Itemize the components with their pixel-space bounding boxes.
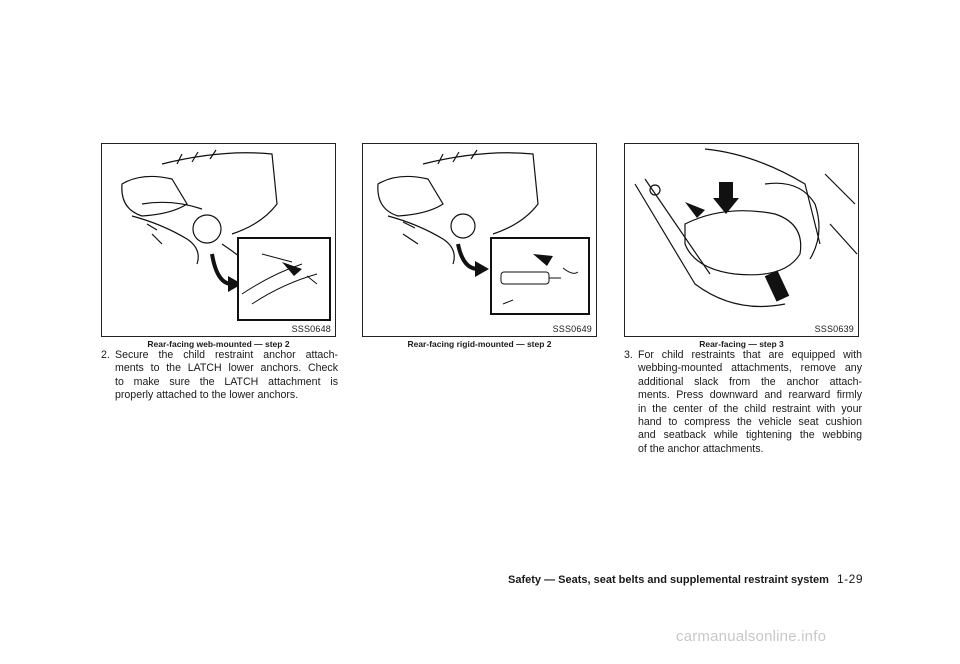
figure-step3 — [624, 143, 859, 337]
figure-code: SSS0648 — [291, 324, 331, 334]
figure-code: SSS0649 — [552, 324, 592, 334]
step-line: additional slack from the anchor attach- — [638, 375, 862, 388]
figure-caption: Rear-facing — step 3 — [699, 339, 784, 349]
step-line: and seatback while tightening the webbing — [638, 429, 862, 442]
watermark: carmanualsonline.info — [676, 628, 827, 645]
figure-web-mounted — [101, 143, 336, 337]
illustration-web-mounted — [102, 144, 336, 337]
page-footer — [490, 572, 863, 586]
illustration-rigid-mounted — [363, 144, 597, 337]
step-line: in the center of the child restraint with your — [638, 402, 862, 415]
step-line: to make sure the LATCH attachment is — [115, 375, 338, 388]
page-number: 1-29 — [836, 572, 863, 586]
step-2 — [101, 349, 338, 403]
step-number: 2. — [101, 349, 110, 361]
step-line: ments. Press downward and rearward firmly — [638, 389, 862, 402]
figure-caption: Rear-facing rigid-mounted — step 2 — [407, 339, 552, 349]
step-line: webbing-mounted attachments, remove any — [638, 362, 862, 375]
step-3 — [624, 349, 862, 456]
figure-caption: Rear-facing web-mounted — step 2 — [147, 339, 290, 349]
step-line: For child restraints that are equipped with — [638, 349, 862, 361]
step-line: Secure the child restraint anchor attach- — [115, 349, 338, 361]
step-line: ments to the LATCH lower anchors. Check — [115, 362, 338, 375]
section-title: Safety — Seats, seat belts and supplemental restraint system — [508, 574, 829, 586]
step-number: 3. — [624, 349, 633, 361]
figure-code: SSS0639 — [814, 324, 854, 334]
figure-rigid-mounted — [362, 143, 597, 337]
step-line: of the anchor attachments. — [638, 442, 764, 455]
step-line: properly attached to the lower anchors. — [115, 389, 299, 402]
illustration-step3 — [625, 144, 859, 337]
step-line: hand to compress the vehicle seat cushion — [638, 416, 862, 429]
